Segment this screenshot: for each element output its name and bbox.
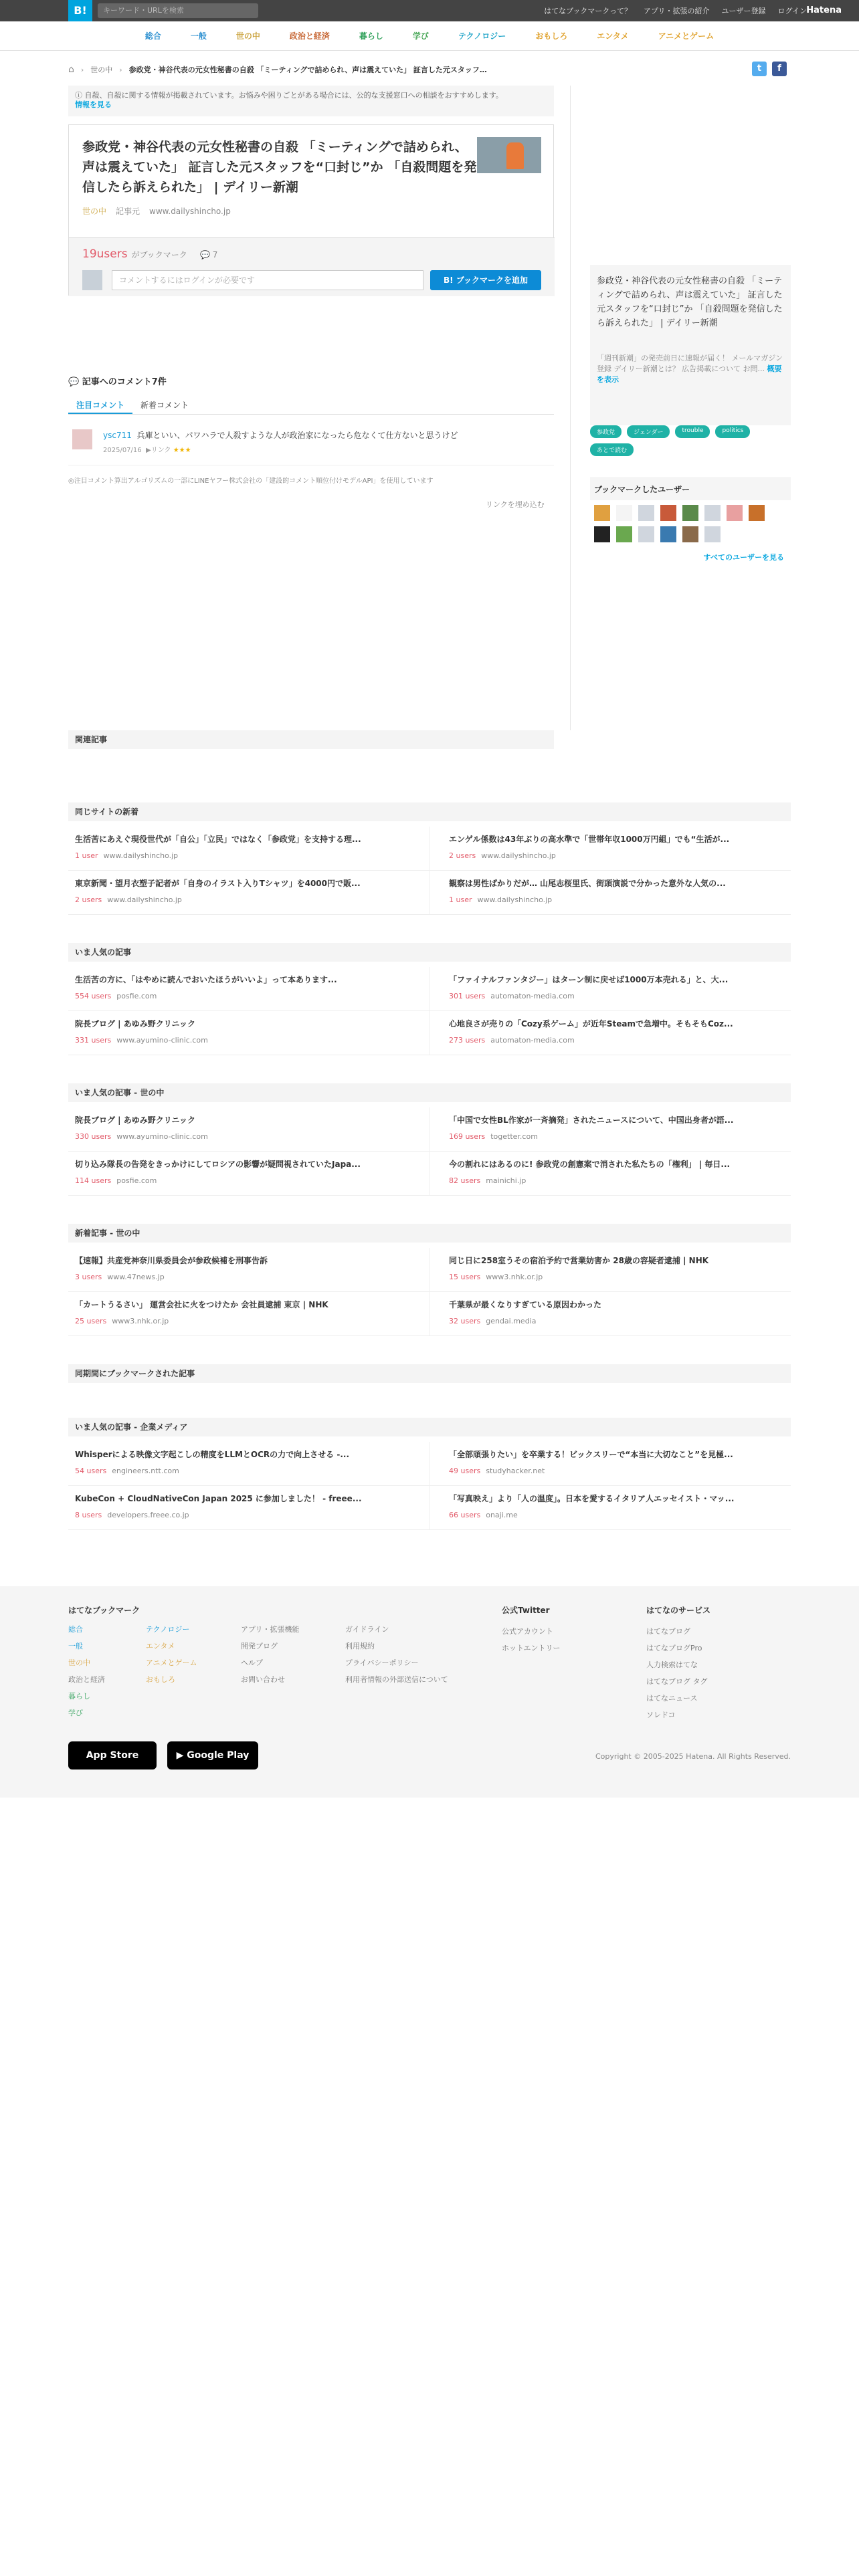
footer-link[interactable]: 一般 — [68, 1642, 83, 1650]
copyright: Copyright © 2005-2025 Hatena. All Rights Reserved. — [595, 1752, 791, 1761]
tab-category[interactable]: テクノロジー — [458, 31, 506, 41]
footer-link[interactable]: 世の中 — [68, 1658, 90, 1667]
apps-link[interactable]: アプリ・拡張の紹介 — [643, 7, 710, 15]
users-heading: ブックマークしたユーザー — [590, 478, 791, 500]
section-heading: いま人気の記事 - 企業メディア — [68, 1418, 791, 1436]
search-input[interactable]: キーワード・URLを検索 — [98, 3, 258, 18]
bookmark-bar — [69, 237, 555, 296]
entry-item[interactable]: 【速報】共産党神奈川県委員会が参政候補を刑事告訴 3 users www.47news.jp — [68, 1248, 430, 1292]
google-play-badge[interactable]: ▶ Google Play — [167, 1741, 258, 1769]
entry-item[interactable]: 切り込み隊長の告発をきっかけにしてロシアの影響が疑問視されていたJapa... 114 users posfie.com — [68, 1152, 430, 1196]
tag[interactable]: 参政党 — [590, 425, 622, 438]
entry-item[interactable]: 生活苦の方に、「はやめに読んでおいたほうがいいよ」って本あります... 554 users posfie.com — [68, 967, 430, 1011]
entry-item[interactable]: 今の割れにはあるのに! 参政党の創憲案で消された私たちの「権利」 | 毎日... 82 users mainichi.jp — [430, 1152, 791, 1196]
user-avatar[interactable] — [594, 526, 610, 542]
comment-count[interactable]: 💬 7 — [200, 250, 218, 259]
tab-category[interactable]: 学び — [412, 31, 429, 41]
article-thumbnail[interactable] — [477, 137, 541, 173]
breadcrumb — [68, 62, 791, 78]
comment-user[interactable]: ysc711 — [103, 431, 132, 440]
entry-item[interactable]: 院長ブログ | あゆみ野クリニック 331 users www.ayumino-clinic.com — [68, 1011, 430, 1055]
section-heading: 同期間にブックマークされた記事 — [68, 1364, 791, 1383]
notice-link[interactable]: 情報を見る — [75, 100, 112, 109]
entry-item[interactable]: 「写真映え」より「人の温度」。日本を愛するイタリア人エッセイスト・マッ... 66 users onaji.me — [430, 1486, 791, 1530]
user-avatar[interactable] — [616, 526, 632, 542]
footer-link[interactable]: 開発ブログ — [241, 1642, 278, 1650]
user-avatar[interactable] — [594, 505, 610, 521]
tag-list — [590, 425, 791, 456]
register-link[interactable]: ユーザー登録 — [721, 7, 766, 15]
article-domain[interactable]: www.dailyshincho.jp — [149, 206, 231, 216]
article-category[interactable]: 世の中 — [82, 207, 107, 216]
notice-banner — [68, 86, 554, 116]
twitter-share-icon[interactable]: t — [752, 62, 767, 76]
breadcrumb-title: 参政党・神谷代表の元女性秘書の自殺 「ミーティングで詰められ、声は震えていた」 証言した元スタッフ… — [128, 66, 487, 74]
entry-item[interactable]: 院長ブログ | あゆみ野クリニック 330 users www.ayumino-clinic.com — [68, 1107, 430, 1152]
bookmark-users-box — [590, 477, 791, 567]
entry-item[interactable]: 同じ日に258室うその宿泊予約で営業妨害か 28歳の容疑者逮捕 | NHK 15 users www3.nhk.or.jp — [430, 1248, 791, 1292]
tab-popular-comments[interactable]: 注目コメント — [68, 397, 132, 414]
user-avatar[interactable] — [682, 505, 698, 521]
tag[interactable]: politics — [715, 425, 750, 438]
footer-link[interactable]: アプリ・拡張機能 — [241, 1625, 300, 1634]
tag[interactable]: ジェンダー — [627, 425, 670, 438]
entry-grid — [68, 967, 791, 1055]
chevron-right-icon: › — [119, 65, 122, 74]
star-icon[interactable]: ★★★ — [173, 447, 191, 454]
tag[interactable]: trouble — [675, 425, 710, 438]
entry-grid — [68, 1442, 791, 1530]
tab-category[interactable]: 政治と経済 — [289, 31, 330, 41]
footer-link[interactable]: はてなブログPro — [646, 1644, 702, 1652]
hatena-bookmark-logo[interactable]: B! — [68, 0, 92, 21]
footer-link[interactable]: テクノロジー — [146, 1625, 190, 1634]
footer-link[interactable]: アニメとゲーム — [146, 1658, 197, 1667]
info-icon: ⓘ — [75, 91, 82, 100]
tab-new-comments[interactable]: 新着コメント — [140, 401, 189, 410]
footer-link[interactable]: プライバシーポリシー — [345, 1658, 419, 1667]
tab-category[interactable]: おもしろ — [535, 31, 568, 41]
footer-link[interactable]: はてなニュース — [646, 1694, 698, 1703]
entry-item[interactable]: 「カートうるさい」 運営会社に火をつけたか 会社員逮捕 東京 | NHK 25 users www3.nhk.or.jp — [68, 1292, 430, 1336]
footer-link[interactable]: 暮らし — [68, 1692, 90, 1701]
section-heading: 新着記事 - 世の中 — [68, 1224, 791, 1243]
entry-item[interactable]: 東京新聞・望月衣塑子記者が「自身のイラスト入りTシャツ」を4000円で販... 2 users www.dailyshincho.jp — [68, 871, 430, 915]
home-icon[interactable]: ⌂ — [68, 64, 74, 75]
user-avatar[interactable] — [682, 526, 698, 542]
footer-link[interactable]: はてなブログ — [646, 1627, 690, 1636]
user-avatar[interactable] — [749, 505, 765, 521]
column-divider — [570, 86, 571, 730]
facebook-share-icon[interactable]: f — [772, 62, 787, 76]
entry-item[interactable]: 心地良さが売りの「Cozy系ゲーム」が近年Steamで急増中。そもそもCoz... 273 users automaton-media.com — [430, 1011, 791, 1055]
entry-item[interactable]: Whisperによる映像文字起こしの精度をLLMとOCRの力で向上させる -... 54 users engineers.ntt.com — [68, 1442, 430, 1486]
footer-link[interactable]: ホットエントリー — [502, 1644, 561, 1652]
footer-link[interactable]: ガイドライン — [345, 1625, 389, 1634]
side-article-card — [590, 265, 791, 425]
user-avatar[interactable] — [616, 505, 632, 521]
tab-category[interactable]: 暮らし — [359, 31, 383, 41]
footer-link[interactable]: 総合 — [68, 1625, 83, 1634]
footer-link[interactable]: お問い合わせ — [241, 1675, 285, 1684]
add-bookmark-button[interactable]: B! ブックマークを追加 — [430, 270, 541, 290]
tab-category[interactable]: エンタメ — [597, 31, 629, 41]
footer-twitter-heading: 公式Twitter — [502, 1606, 550, 1615]
entry-item[interactable]: 「中国で女性BL作家が一斉摘発」されたニュースについて、中国出身者が語... 169 users togetter.com — [430, 1107, 791, 1152]
comment-algorithm-note: ◎注目コメント算出アルゴリズムの一部にLINEヤフー株式会社の「建設的コメント順位付けモデルAPI」を使用しています — [68, 477, 434, 485]
embed-link[interactable]: リンクを埋め込む — [486, 500, 545, 509]
user-avatar[interactable] — [771, 505, 787, 521]
tab-category[interactable]: 世の中 — [235, 31, 260, 41]
footer-link[interactable]: 政治と経済 — [68, 1675, 105, 1684]
article-title[interactable]: 参政党・神谷代表の元女性秘書の自殺 「ミーティングで詰められ、声は震えていた」 証言した元スタッフを“口封じ”か 「自殺問題を発信したら訴えられた」 | デイリー新潮 — [82, 140, 477, 195]
all-users-link[interactable]: すべてのユーザーを見る — [703, 553, 784, 562]
source-label: 記事元 — [116, 207, 140, 216]
footer-link[interactable]: ソレドコ — [646, 1711, 676, 1719]
section-heading: 同じサイトの新着 — [68, 802, 791, 821]
login-link[interactable]: ログイン — [777, 7, 807, 15]
footer-link[interactable]: 学び — [68, 1709, 83, 1717]
user-avatar[interactable] — [638, 526, 654, 542]
bookmark-user-count[interactable]: 19users がブックマーク — [82, 247, 187, 261]
entry-item[interactable]: エンゲル係数は43年ぶりの高水準で「世帯年収1000万円組」でも“生活が... 2 users www.dailyshincho.jp — [430, 827, 791, 871]
footer-services-heading: はてなのサービス — [646, 1606, 711, 1615]
entry-grid — [68, 827, 791, 915]
footer-link[interactable]: 公式アカウント — [502, 1627, 553, 1636]
about-link[interactable]: はてなブックマークって？ — [544, 7, 632, 15]
entry-item[interactable]: KubeCon + CloudNativeCon Japan 2025 に参加しました！ - freee... 8 users developers.freee.co.jp — [68, 1486, 430, 1530]
user-avatar[interactable] — [638, 505, 654, 521]
side-article-desc: 「週刊新潮」の発売前日に速報が届く！ メールマガジン登録 デイリー新潮とは？ 広告掲載について お問... 概要を表示 — [597, 354, 783, 384]
tab-category[interactable]: アニメとゲーム — [658, 31, 714, 41]
entry-item[interactable]: 生活苦にあえぐ現役世代が「自公」「立民」ではなく「参政党」を支持する理... 1 user www.dailyshincho.jp — [68, 827, 430, 871]
footer-link[interactable]: はてなブログ タグ — [646, 1677, 708, 1686]
user-avatar[interactable] — [704, 505, 721, 521]
entry-item[interactable]: 観察は男性ばかりだが… 山尾志桜里氏、街頭演説で分かった意外な人気の... 1 user www.dailyshincho.jp — [430, 871, 791, 915]
user-avatar[interactable] — [660, 526, 676, 542]
comment-tabs — [68, 397, 554, 415]
tag[interactable]: あとで読む — [590, 443, 634, 456]
comment-date: 2025/07/16 — [103, 447, 142, 454]
footer-link[interactable]: 利用者情報の外部送信について — [345, 1675, 448, 1684]
breadcrumb-category[interactable]: 世の中 — [90, 66, 113, 74]
comments-heading: 💬 記事へのコメント7件 — [68, 377, 167, 387]
comment-link[interactable]: ▶リンク — [146, 447, 171, 454]
user-avatar[interactable] — [727, 505, 743, 521]
notice-text: 自殺、自殺に関する情報が掲載されています。お悩みや困りごとがある場合には、公的な支援窓口への相談をおすすめします。 — [84, 91, 503, 100]
top-bar — [0, 0, 859, 21]
comment-item — [68, 425, 554, 465]
related-heading: 関連記事 — [68, 730, 554, 749]
footer-link[interactable]: 人力検索はてな — [646, 1660, 698, 1669]
section-heading: いま人気の記事 - 世の中 — [68, 1083, 791, 1102]
user-avatar[interactable] — [704, 526, 721, 542]
entry-item[interactable]: 「ファイナルファンタジー」はターン制に戻せば1000万本売れる」と、大... 301 users automaton-media.com — [430, 967, 791, 1011]
category-nav — [0, 21, 859, 51]
user-avatar[interactable] — [660, 505, 676, 521]
avatar[interactable] — [72, 429, 92, 449]
avatar — [82, 270, 102, 290]
article-card — [68, 124, 554, 296]
app-store-badge[interactable]: App Store — [68, 1741, 157, 1769]
side-article-title[interactable]: 参政党・神谷代表の元女性秘書の自殺 「ミーティングで詰められ、声は震えていた」 証言した元スタッフを“口封じ”か 「自殺問題を発信したら訴えられた」 | デイリー新潮 — [597, 276, 783, 328]
tab-category[interactable]: 総合 — [145, 31, 161, 41]
tab-category[interactable]: 一般 — [190, 31, 207, 41]
comment-text: 兵庫といい、パワハラで人殺すような人が政治家になったら危なくて仕方ないと思うけど — [136, 431, 458, 440]
footer-link[interactable]: エンタメ — [146, 1642, 175, 1650]
footer-link[interactable]: おもしろ — [146, 1675, 175, 1684]
chevron-right-icon: › — [80, 65, 84, 74]
footer-link[interactable]: ヘルプ — [241, 1658, 263, 1667]
footer-brand[interactable]: はてなブックマーク — [68, 1606, 140, 1615]
comment-input[interactable]: コメントするにはログインが必要です — [112, 270, 423, 290]
entry-grid — [68, 1107, 791, 1196]
footer-link[interactable]: 利用規約 — [345, 1642, 375, 1650]
google-play-icon: ▶ — [176, 1750, 187, 1761]
show-summary-link[interactable]: 概要を表示 — [597, 364, 782, 384]
section-heading: いま人気の記事 — [68, 943, 791, 962]
entry-item[interactable]: 千葉県が最くなりすぎている原因わかった 32 users gendai.media — [430, 1292, 791, 1336]
hatena-brand[interactable]: Hatena — [806, 5, 842, 15]
entry-item[interactable]: 「全部頑張りたい」を卒業する！ビックスリーで“本当に大切なこと”を見極... 49 users studyhacker.net — [430, 1442, 791, 1486]
entry-grid — [68, 1248, 791, 1336]
